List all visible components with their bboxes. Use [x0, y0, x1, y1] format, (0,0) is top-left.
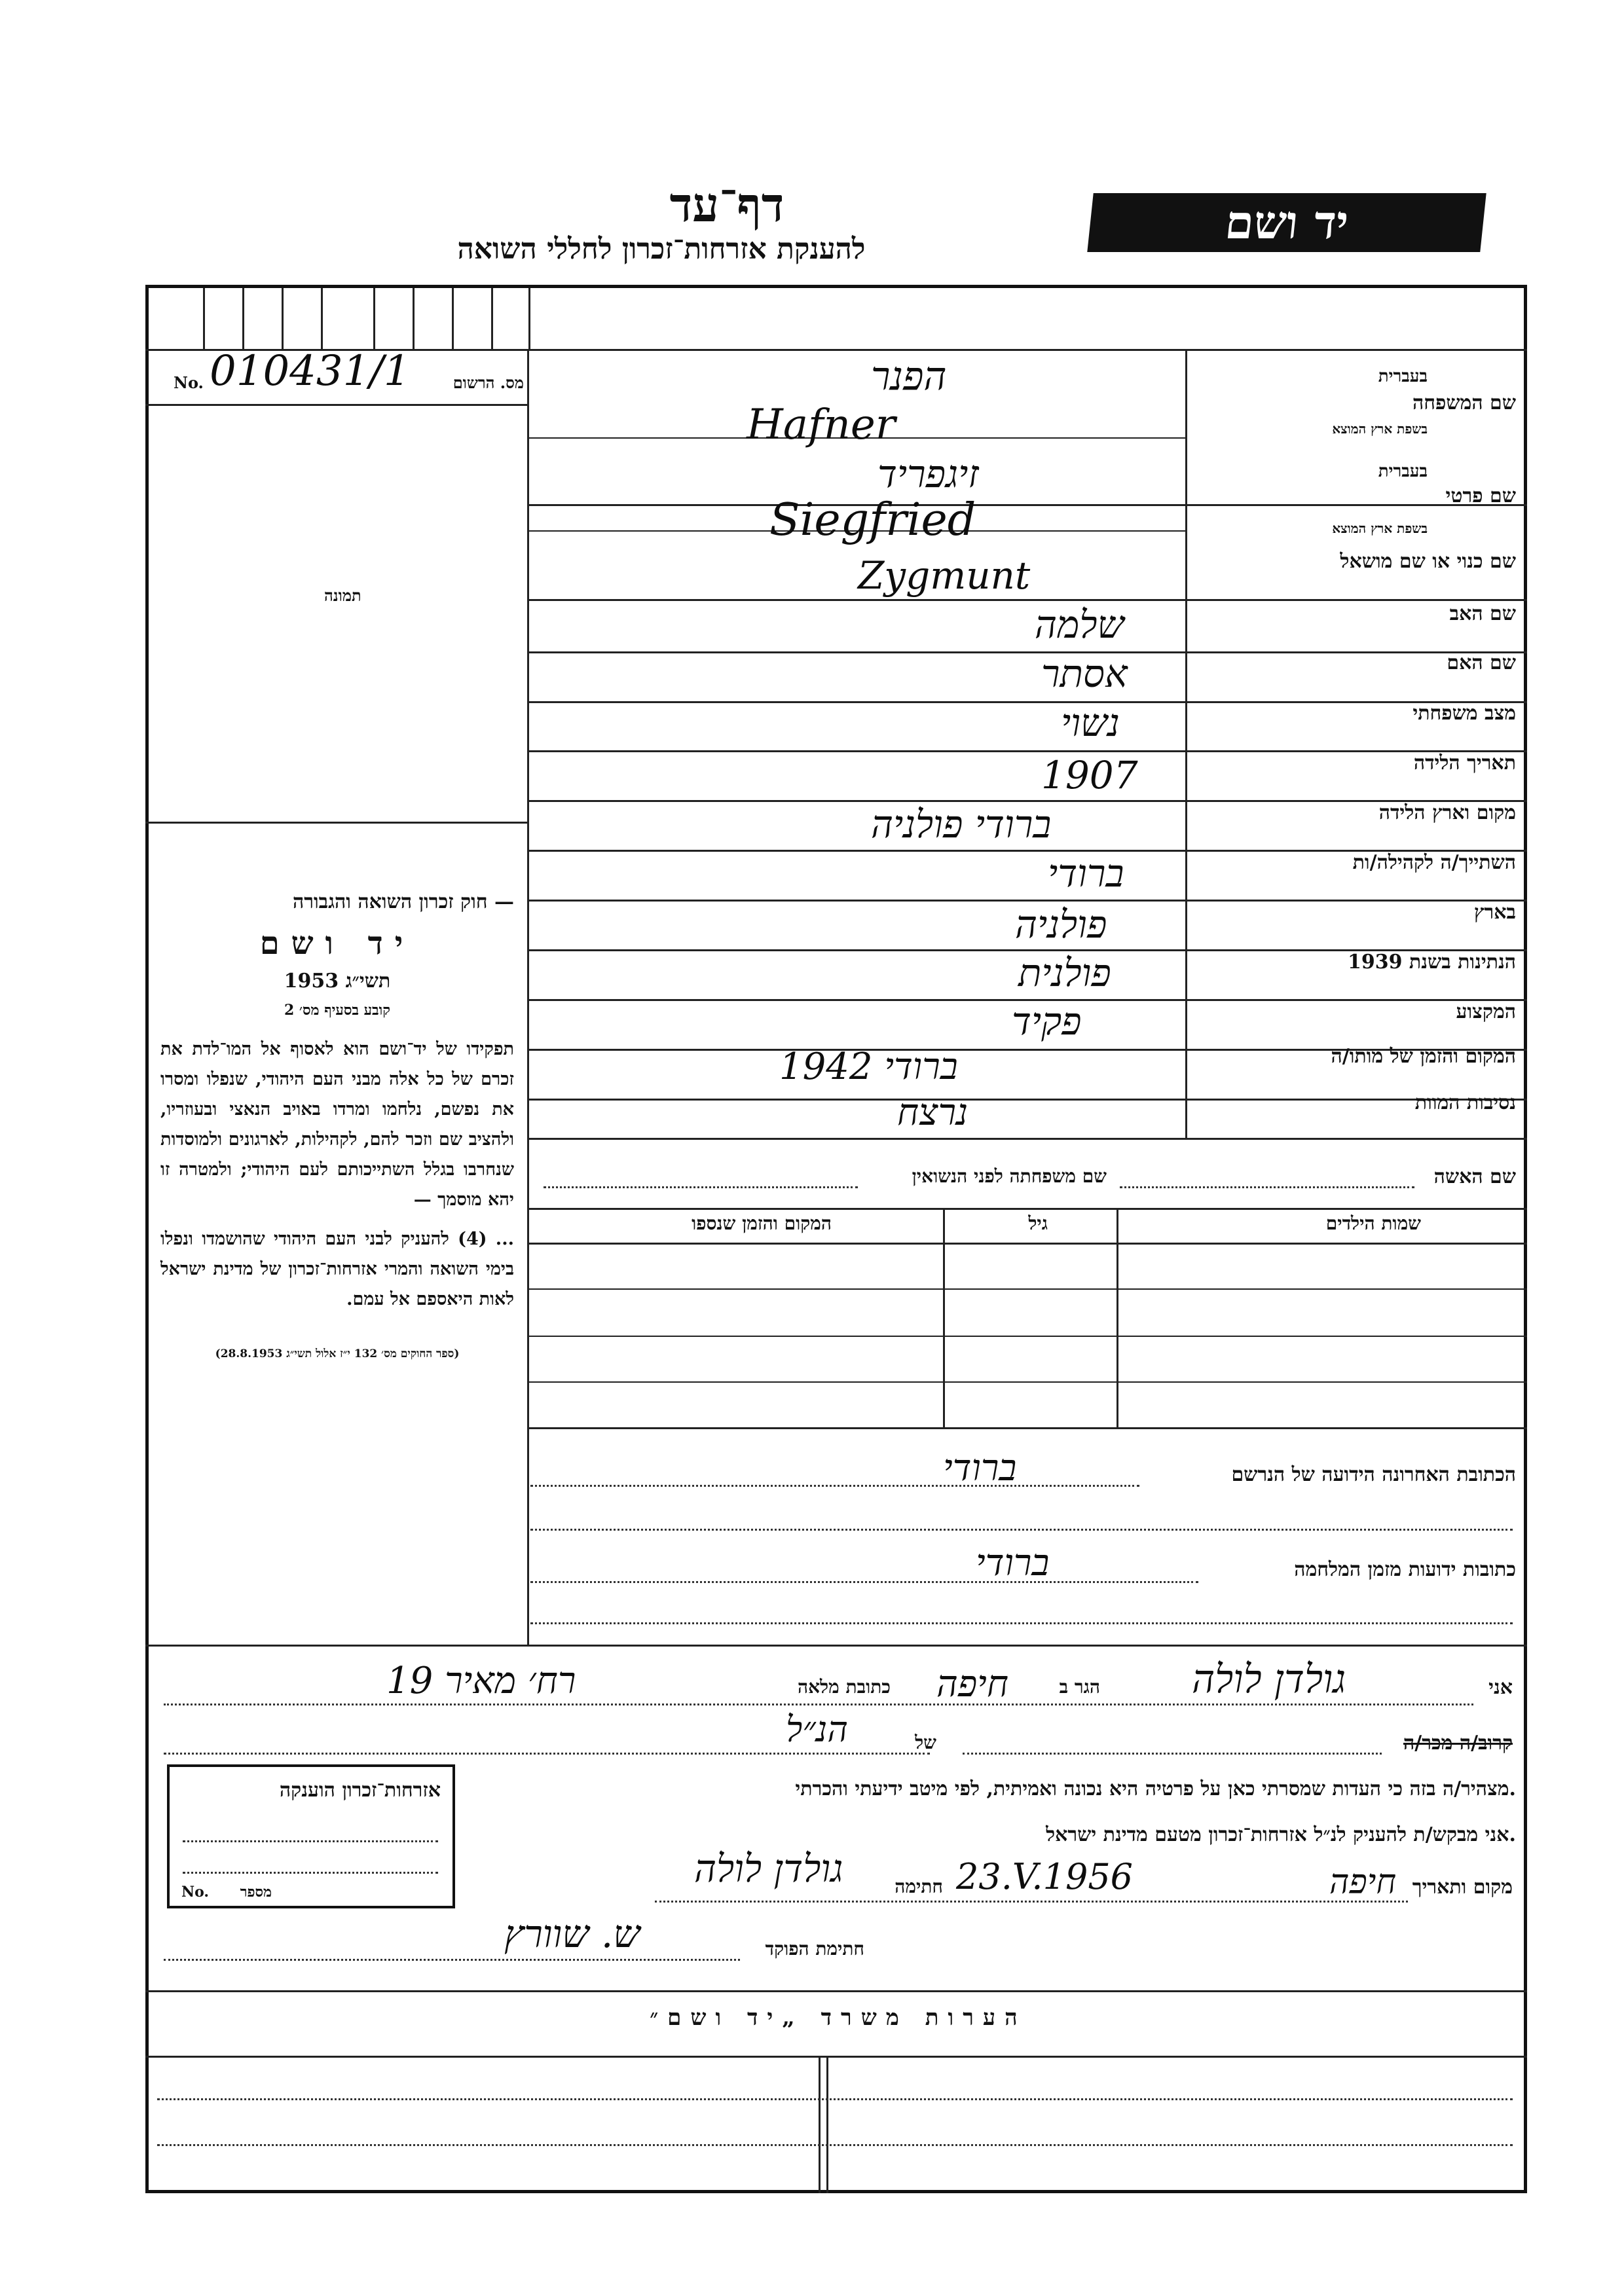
- grant-box-title: אזרחות־זכרון הוענקה: [279, 1779, 441, 1802]
- address-label: כתובת מלאה: [797, 1676, 891, 1698]
- witness-relation: הנ״ל: [786, 1709, 848, 1750]
- law-year: תשי״ג 1953: [284, 970, 391, 993]
- office-notes-title: הערות משרד „יד ושם״: [650, 2005, 1027, 2031]
- law-org: יד ושם: [259, 925, 415, 962]
- form-subtitle: להענקת אזרחות־זכרון לחללי השואה: [457, 232, 866, 266]
- mother-value: אסתר: [1041, 651, 1128, 696]
- of-label: של: [915, 1732, 936, 1753]
- witness-signature: גולדן לולה: [694, 1846, 843, 1891]
- origin-lang-label-1: בשפת ארץ המוצא: [1332, 421, 1428, 437]
- witness-name: גולדן לולה: [1192, 1656, 1346, 1702]
- war-address-value: ברודי: [976, 1542, 1050, 1584]
- form-title: דף־עד: [669, 177, 784, 232]
- death-value: ברודי 1942: [779, 1046, 958, 1088]
- citizenship-value: פולנית: [1018, 951, 1111, 995]
- profession-label: המקצוע: [1456, 1000, 1516, 1023]
- law-source: (ספר החוקים מס׳ 132 י״ז אלול תשי״ג 28.8.1953): [215, 1347, 460, 1360]
- official-signature: ש. שוורץ: [504, 1912, 640, 1956]
- war-address-label: כתובות ידועות מזמן המלחמה: [1294, 1558, 1516, 1581]
- witness-place: חיפה: [1329, 1863, 1397, 1902]
- nickname-value: Zygmunt: [858, 553, 1031, 598]
- birth-date-label: תאריך הלידה: [1413, 752, 1516, 774]
- law-paragraph-1: תפקידו של יד־ושם הוא לאסוף אל המו־לדת את זכרם של כל אלה מבני העם היהודי, שנפלו ומסרו את נפשם, נלחמו ומרדו באויב הנאצי ובעוזריו, ולהציב שם וזכר להם, לקהילות, לארגונים ולמוסדות שנחרבו בגלל השתייכותם לעם היהודי; ולמטרה זו יהא מוסמך —: [160, 1039, 514, 1210]
- children-place-header: המקום והזמן שנספו: [692, 1212, 832, 1234]
- law-section: [160, 890, 514, 1360]
- father-value: שלמה: [1035, 602, 1124, 647]
- country-label: בארץ: [1473, 901, 1516, 924]
- signature-label: חתימה: [895, 1876, 943, 1897]
- first-name-hebrew: זיגפריד: [877, 452, 979, 496]
- grant-no-label: No.: [181, 1884, 210, 1901]
- witness-line-2: [164, 1709, 1513, 1764]
- relative-label: קרוב/ה מכר/ה: [1403, 1732, 1513, 1755]
- registration-number: 010431/1: [210, 347, 411, 395]
- resides-label: הגר ב: [1059, 1676, 1100, 1698]
- witness-line-3: [655, 1846, 1513, 1908]
- registration-row: [164, 347, 524, 399]
- top-box-strip: [164, 288, 530, 350]
- marital-value: נשוי: [1061, 701, 1120, 745]
- last-address-label: הכתובת האחרונה הידועה של הנרשם: [1231, 1463, 1516, 1486]
- law-clause: קובע בסעיף מס׳ 2: [284, 1002, 391, 1019]
- birth-date-value: 1907: [1041, 753, 1138, 797]
- registration-label: מס. הרשום: [452, 373, 524, 392]
- mother-label: שם האם: [1447, 651, 1516, 674]
- wife-label: שם האשה: [1433, 1165, 1516, 1188]
- law-name: חוק זכרון השואה והגבורה —: [292, 890, 514, 913]
- children-age-header: גיל: [1028, 1212, 1048, 1234]
- official-label: חתימת הפוקד: [765, 1938, 864, 1959]
- grant-box: [167, 1764, 455, 1908]
- marital-label: מצב משפחתי: [1412, 702, 1516, 725]
- maiden-name-label: שם משפחתה לפני הנשואין: [912, 1165, 1107, 1187]
- yad-vashem-logo: יד ושם: [1087, 193, 1486, 252]
- witness-line-4: [164, 1912, 864, 1971]
- place-date-label: מקום ותאריך: [1412, 1876, 1513, 1899]
- request-text: אני מבקש/ת להעניק לנ״ל אזרחות־זכרון מטעם מדינת ישראל.: [1046, 1823, 1516, 1846]
- father-label: שם האב: [1449, 602, 1516, 625]
- family-name-origin: Hafner: [747, 401, 896, 449]
- community-label: השתייך/ה לקהילה/ות: [1352, 851, 1516, 874]
- in-hebrew-label-1: בעברית: [1378, 367, 1428, 386]
- first-name-label: שם פרטי: [1445, 484, 1516, 507]
- photo-label: תמונה: [324, 586, 361, 605]
- profession-value: פקיד: [1012, 999, 1082, 1044]
- nickname-label: שם כנוי או שם מושאל: [1340, 550, 1516, 573]
- children-names-header: שמות הילדים: [1325, 1212, 1421, 1234]
- death-circ-label: נסיבות המוות: [1414, 1091, 1516, 1114]
- country-value: פולניה: [1015, 902, 1107, 947]
- birth-place-label: מקום וארץ הלידה: [1378, 801, 1516, 824]
- declaration-text: מצהיר/ה בזה כי העדות שמסרתי כאן על פרטיה היא נכונה ואמיתית, לפי מיטב ידיעתי והכרתי.: [795, 1777, 1516, 1800]
- community-value: ברודי: [1048, 851, 1124, 896]
- law-paragraph-2: ... (4) להעניק לבני העם היהודי שהושמדו ונפלו בימי השואה והמרי אזרחות־זכרון של מדינת ישראל לאות היאספם אל עמם.: [160, 1229, 515, 1309]
- family-name-hebrew: הפנר: [871, 354, 947, 399]
- last-address-value: ברודי: [943, 1447, 1017, 1489]
- first-name-origin: Siegfried: [769, 494, 976, 546]
- death-circ-value: נרצח: [897, 1091, 969, 1134]
- witness-i-label: אני: [1488, 1676, 1513, 1699]
- witness-line-1: [164, 1656, 1513, 1709]
- citizenship-label: הנתינות בשנת 1939: [1347, 951, 1516, 974]
- no-label: No.: [174, 373, 204, 392]
- origin-lang-label-2: בשפת ארץ המוצא: [1332, 520, 1428, 536]
- witness-address: רח׳ מאיר 19: [386, 1660, 576, 1702]
- death-label: המקום והזמן של מותו/ה: [1331, 1045, 1516, 1068]
- grant-number-label: מספר: [240, 1884, 272, 1901]
- birth-place-value: ברודי פולניה: [871, 802, 1052, 847]
- witness-city: חיפה: [936, 1663, 1008, 1705]
- witness-date: 23.V.1956: [956, 1856, 1134, 1897]
- in-hebrew-label-2: בעברית: [1378, 462, 1428, 481]
- family-name-label: שם המשפחה: [1412, 392, 1516, 414]
